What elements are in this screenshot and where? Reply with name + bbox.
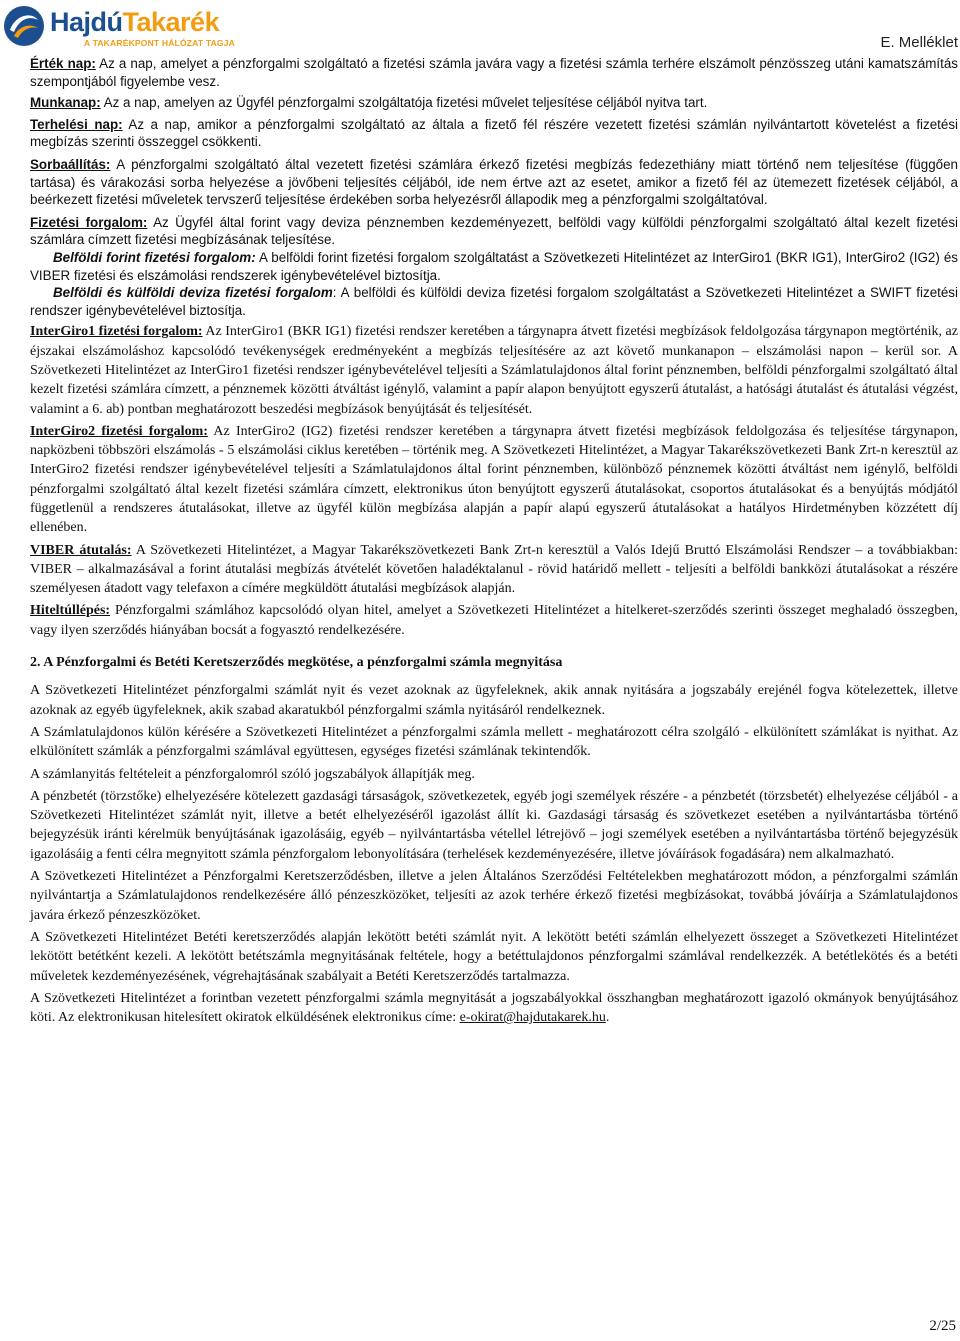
definition-text: Az a nap, amelyen az Ügyfél pénzforgalmi szolgáltatója fizetési művelet teljesítése céljából nyitva tart. <box>100 95 708 111</box>
last-paragraph-text: A Szövetkezeti Hitelintézet a forintban vezetett pénzforgalmi számla megnyitását a jogszabályokkal összhangban meghatározott igazoló okmányok benyújtásához köti. Az elektronikusan hitelesített okiratok elküldésének elektronikus címe: <box>30 990 958 1026</box>
definition-text: Pénzforgalmi számlához kapcsolódó olyan hitel, amelyet a Szövetkezeti Hitelintézet a hitelkeret-szerződés szerinti összeget meghaladó összegben, vagy ilyen szerződés hiányában bocsát a fogyasztó rendelkezésére. <box>30 603 958 638</box>
email-link[interactable]: e-okirat@hajdutakarek.hu <box>459 1010 606 1026</box>
logo-name-part2: Takarék <box>122 7 220 37</box>
section-paragraph: A Szövetkezeti Hitelintézet pénzforgalmi számlát nyit és vezet azoknak az ügyfeleknek, akik annak nyitására a jogszabály erejénél fogva kötelezettek, illetve azoknak az egyéb ügyfeleknek, akik szabad akaratukból pénzforgalmi számla nyitásáról rendelkeznek. <box>30 683 958 718</box>
subterm-label: Belföldi és külföldi deviza fizetési forgalom <box>53 285 333 301</box>
term-label: Hiteltúllépés: <box>30 603 111 619</box>
logo-tagline: A TAKARÉKPONT HÁLÓZAT TAGJA <box>84 38 235 48</box>
definition-fizetesi-forgalom <box>30 214 958 249</box>
definition-ertek-nap <box>30 55 958 90</box>
term-label: VIBER átutalás: <box>30 542 132 558</box>
document-body <box>30 55 958 1027</box>
definition-sorbaallitas <box>30 156 958 209</box>
section-paragraph-last <box>30 989 958 1028</box>
definition-intergiro1 <box>30 322 958 418</box>
annex-label: E. Melléklet <box>880 34 958 51</box>
term-label: InterGiro1 fizetési forgalom: <box>30 324 203 340</box>
last-paragraph-end: . <box>605 1010 610 1026</box>
logo-swirl-icon <box>2 4 46 48</box>
definition-text: Az InterGiro2 (IG2) fizetési rendszer keretében a tárgynapra átvett fizetési megbízások feldolgozása és teljesítése tárgynapon, napközbeni többszöri elszámolás - 5 elszámolási ciklus keretében – történik meg. A Szövetkezeti Hitelintézet, a Magyar Takarékszövetkezeti Bank Zrt-n keresztül az InterGiro2 fizetési rendszer igénybevételével teljesíti a Számlatulajdonos által forint pénznemben, különböző pénznemek közötti átváltást nem igénylő, belföldi pénzforgalmi szolgáltató által kezelt fizetési számlára címzett, elektronikus úton benyújtott egyszerű átutalásokat, csoportos átutalásokat és a benyújtás módjától függetlenül a rendszeres átutalásokat, illetve az ügyfél külön megbízása alapján a papír alapú egyszerű átutalásokat a hatályos Hirdetményben közzétett díj ellenében. <box>30 423 958 536</box>
definition-text: A Szövetkezeti Hitelintézet, a Magyar Takarékszövetkezeti Bank Zrt-n keresztül a Valós Idejű Bruttó Elszámolási Rendszer – a továbbiakban: VIBER – alkalmazásával a forint átutalási megbízás átvételét követően haladéktalanul - rövid határidő mellett - teljesíti a belföldi bankközi átutalásokat a részére személyesen átadott vagy telefaxon a címére megküldött átutalási megbízások alapján. <box>30 542 958 597</box>
definition-text: Az Ügyfél által forint vagy deviza pénznemben kezdeményezett, belföldi vagy külföldi pénzforgalmi szolgáltató által kezelt fizetési számlára címzett fizetési megbízásának teljesítése. <box>30 214 958 248</box>
section-paragraph: A pénzbetét (törzstőke) elhelyezésére kötelezett gazdasági társaságok, szövetkezetek, egyéb jogi személyek részére - a pénzbetét (törzsbetét) elhelyezése céljából - a Szövetkezeti Hitelintézet számlát nyit, illetve a betét elhelyezéséről igazolást állít ki. Gazdasági társaság és szövetkezet esetében a nyilvántartásba történő bejegyzésük iránti kérelmük benyújtásának igazolásáig, egyéb – nyilvántartásba vétellel létrejövő – jogi személyek esetében a nyilvántartásba történő bejegyzésük igazolásáig a fenti célra megnyitott számla pénzforgalom lebonyolítására (terhelések kezdeményezésére, illetve jóváírások fogadására) nem alkalmazható. <box>30 788 958 862</box>
section-paragraph: A Szövetkezeti Hitelintézet a Pénzforgalmi Keretszerződésben, illetve a jelen Általános Szerződési Feltételekben meghatározott módon, a pénzforgalmi számlán nyilvántartja a Számlatulajdonos rendelkezésére álló pénzeszközöket, teljesíti az azok terhére érkező fizetési megbízásokat, továbbá jóváírja a Számlatulajdonos javára érkező pénzeszközöket. <box>30 869 958 923</box>
subdefinition-text: A belföldi forint fizetési forgalom szolgáltatást a Szövetkezeti Hitelintézet az InterGiro1 (BKR IG1), InterGiro2 (IG2) és VIBER fizetési és elszámolási rendszerek igénybevételével biztosítja. <box>30 249 958 283</box>
definition-hiteltullepes <box>30 601 958 640</box>
definition-intergiro2 <box>30 422 958 538</box>
section-paragraph: A Számlatulajdonos külön kérésére a Szövetkezeti Hitelintézet a pénzforgalmi számla mellett - meghatározott célra szolgáló - elkülönített számlákat is nyithat. Az elkülönített számlák a pénzforgalmi számlával együttesen, egységes fizetési számlának tekintendők. <box>30 724 958 760</box>
brand-logo <box>2 4 252 50</box>
logo-name <box>50 7 219 37</box>
term-label: InterGiro2 fizetési forgalom: <box>30 423 208 439</box>
definition-munkanap <box>30 94 958 112</box>
definition-text: Az InterGiro1 (BKR IG1) fizetési rendszer keretében a tárgynapra átvett fizetési megbízások feldolgozása tárgynapon megtörténik, az éjszakai elszámoláshoz kapcsolódó tevékenységek eredményeként a megbízás teljesítésére az azt követő munkanapon – elszámolási napon – kerül sor. A Szövetkezeti Hitelintézet az InterGiro1 fizetési rendszer igénybevételével teljesíti a Számlatulajdonos által forint pénznemben, belföldi pénzforgalmi szolgáltató által kezelt fizetési számlára címzett, a pénznemek közötti átváltást igénylő, valamint a papír alapon benyújtott egyszerű átutalást, a hatósági átutalást és átutalási végzést, valamint a 6. ab) pontban meghatározott beszedési megbízások benyújtását és teljesítését. <box>30 324 958 417</box>
definition-terhelesi-nap <box>30 116 958 151</box>
section-heading: 2. A Pénzforgalmi és Betéti Keretszerződés megkötése, a pénzforgalmi számla megnyitása <box>30 655 563 671</box>
subdefinition-text: : A belföldi és külföldi deviza fizetési forgalom szolgáltatást a Szövetkezeti Hitelintézet a SWIFT fizetési rendszer igénybevételével biztosítja. <box>30 285 958 318</box>
term-label: Munkanap: <box>30 95 101 111</box>
term-label: Fizetési forgalom: <box>30 214 148 230</box>
term-label: Sorbaállítás: <box>30 156 111 172</box>
term-label: Terhelési nap: <box>30 116 123 132</box>
term-label: Érték nap: <box>30 56 96 71</box>
serif-definitions-block <box>30 322 958 1027</box>
definition-text: Az a nap, amelyet a pénzforgalmi szolgáltató a fizetési számla javára vagy a fizetési számla terhére elszámolt pénzösszeg utáni kamatszámítás szempontjából figyelembe vesz. <box>30 56 958 89</box>
section-paragraph: A számlanyitás feltételeit a pénzforgalomról szóló jogszabályok állapítják meg. <box>30 766 475 782</box>
definition-viber <box>30 541 958 599</box>
logo-name-part1: Hajdú <box>50 7 123 37</box>
subdefinition-belfoldi-forint <box>30 249 958 284</box>
definition-text: Az a nap, amikor a pénzforgalmi szolgáltató az általa a fizető fél részére vezetett fizetési számlán nyilvántartott követelést a fizetési megbízás szerinti összeggel csökkenti. <box>30 116 958 150</box>
definition-text: A pénzforgalmi szolgáltató által vezetett fizetési számlára érkező fizetési megbízás fedezethiány miatt történő nem teljesítése (függően tartása) és várakozási sorba helyezése a jövőbeni teljesítés céljából, ide nem értve azt az esetet, amikor a fizető fél az ütemezett fizetések céljából, a beérkezett fizetési műveletek tervszerű teljesítése érdekében sorba helyezésről állapodik meg a pénzforgalmi szolgáltatóval. <box>30 156 958 208</box>
section-paragraph: A Szövetkezeti Hitelintézet Betéti keretszerződés alapján lekötött betéti számlát nyit. A lekötött betéti számlán elhelyezett összeget a Szövetkezeti Hitelintézet lekötött betétként kezeli. A lekötött betétszámla megnyitásának feltétele, hogy a betéttulajdonos pénzforgalmi számlával rendelkezzék. A betétlekötés és a betéti műveletek kezdeményezésének, végrehajtásának szabályait a Betéti Keretszerződés tartalmazza. <box>30 929 958 984</box>
page-number: 2/25 <box>929 1318 956 1334</box>
subdefinition-deviza <box>30 284 958 319</box>
subterm-label: Belföldi forint fizetési forgalom: <box>53 249 256 265</box>
